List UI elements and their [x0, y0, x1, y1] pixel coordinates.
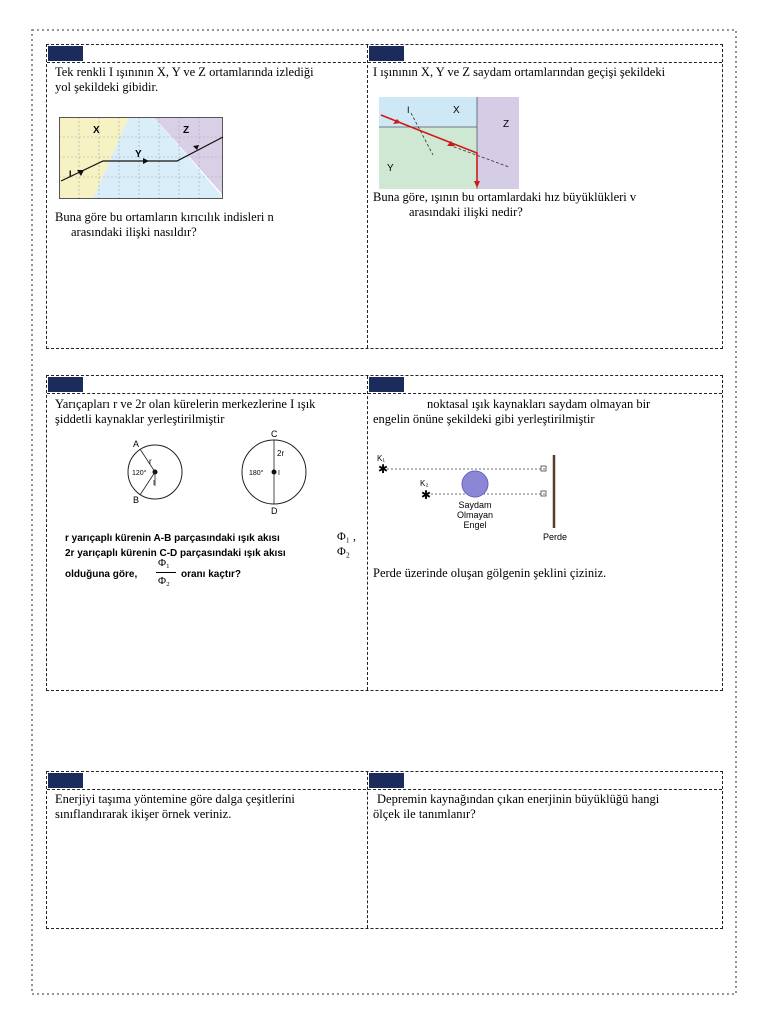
q2-refraction-figure — [379, 97, 519, 189]
q3-fig-label-a: A — [133, 439, 140, 449]
q6-text-line2: ölçek ile tanımlanır? — [373, 807, 476, 821]
q4-fig-label-engel2: Olmayan — [456, 510, 494, 520]
q1-text-line3: Buna göre bu ortamların kırıcılık indisleri n — [55, 210, 274, 224]
q3-fig-label-d: D — [271, 506, 278, 516]
q4-shadow-figure — [377, 452, 577, 544]
question-card-row-3 — [46, 771, 723, 929]
q2-text-line1: I ışınının X, Y ve Z saydam ortamlarından geçişi şekildeki — [373, 65, 666, 79]
question-card-row-1 — [46, 44, 723, 349]
q3-fig-label-c: C — [271, 429, 278, 439]
q6-text-line1: Depremin kaynağından çıkan enerjinin büyüklüğü hangi — [377, 792, 660, 806]
q3-phi2: Φ₂ — [337, 544, 350, 558]
q2-fig-label-ray: I — [407, 105, 410, 115]
card-divider — [367, 376, 368, 690]
q2-fig-label-x: X — [453, 105, 460, 116]
q4-fig-label-k2: K₂ — [420, 479, 429, 488]
q2-fig-label-y: Y — [387, 163, 394, 174]
q2-fig-label-z: Z — [503, 119, 510, 130]
q5-text-line2: sınıflandırarak ikişer örnek veriniz. — [55, 807, 232, 821]
q3-text-line6: oranı kaçtır? — [181, 569, 242, 580]
q4-fig-label-engel3: Engel — [463, 520, 487, 530]
q3-text-line1: Yarıçapları r ve 2r olan kürelerin merkezlerine I ışık — [55, 397, 316, 411]
q3-phi1: Φ₁ , — [337, 529, 356, 543]
q5-text-line1: Enerjiyi taşıma yöntemine göre dalga çeşitlerini — [55, 792, 295, 806]
q3-fig-label-r: r — [149, 457, 152, 466]
q4-fig-label-engel1: Saydam — [458, 500, 492, 510]
q3-text-line2: şiddetli kaynaklar yerleştirilmiştir — [55, 412, 225, 426]
q4-fig-label-k1: K₁ — [377, 454, 386, 463]
q2-text-line3: arasındaki ilişki nedir? — [409, 205, 523, 219]
q4-fig-label-perde: Perde — [543, 532, 568, 542]
question-card-row-2 — [46, 375, 723, 691]
q3-text-line5: olduğuna göre, — [65, 569, 138, 580]
k1-source-icon: ✱ — [378, 462, 389, 476]
q1-text-line1: Tek renkli I ışınının X, Y ve Z ortamlarında izlediği — [55, 65, 314, 79]
k2-source-icon: ✱ — [421, 488, 432, 502]
q3-fraction-denominator: Φ₂ — [158, 575, 170, 587]
q3-text-line3: r yarıçaplı kürenin A-B parçasındaki ışık akısı — [65, 533, 280, 544]
question-tag — [369, 773, 404, 788]
q3-fig-label-b: B — [133, 495, 140, 505]
q1-fig-label-y: Y — [135, 149, 142, 160]
q3-fraction-bar — [156, 572, 176, 573]
question-tag — [48, 46, 83, 61]
card-divider — [367, 772, 368, 928]
q1-text-line4: arasındaki ilişki nasıldır? — [71, 225, 197, 239]
q3-fig-label-angle2: 180° — [249, 470, 264, 477]
q3-fraction-numerator: Φ₁ — [158, 557, 170, 569]
q1-fig-label-ray: I — [69, 169, 72, 179]
q3-fig-label-src2: I — [278, 470, 280, 477]
question-tag — [48, 377, 83, 392]
q1-fig-label-x: X — [93, 125, 100, 136]
q4-text-line3: Perde üzerinde oluşan gölgenin şeklini çiziniz. — [373, 566, 607, 580]
card-divider — [367, 45, 368, 348]
q1-refraction-figure — [59, 117, 225, 199]
question-tag — [369, 46, 404, 61]
q1-text-line2: yol şekildeki gibidir. — [55, 80, 159, 94]
q3-fig-label-src1: I — [153, 480, 155, 487]
question-tag — [369, 377, 404, 392]
question-tag — [48, 773, 83, 788]
q3-fig-label-r2: 2r — [277, 449, 285, 458]
q2-text-line2: Buna göre, ışının bu ortamlardaki hız büyüklükleri v — [373, 190, 637, 204]
q3-text-line4: 2r yarıçaplı kürenin C-D parçasındaki ışık akısı — [65, 548, 286, 559]
q3-spheres-figure — [123, 429, 313, 516]
q4-text-line1: noktasal ışık kaynakları saydam olmayan bir — [427, 397, 651, 411]
q3-fig-label-angle1: 120° — [132, 470, 147, 477]
q4-text-line2: engelin önüne şekildeki gibi yerleştirilmiştir — [373, 412, 595, 426]
q1-fig-label-z: Z — [183, 125, 190, 136]
